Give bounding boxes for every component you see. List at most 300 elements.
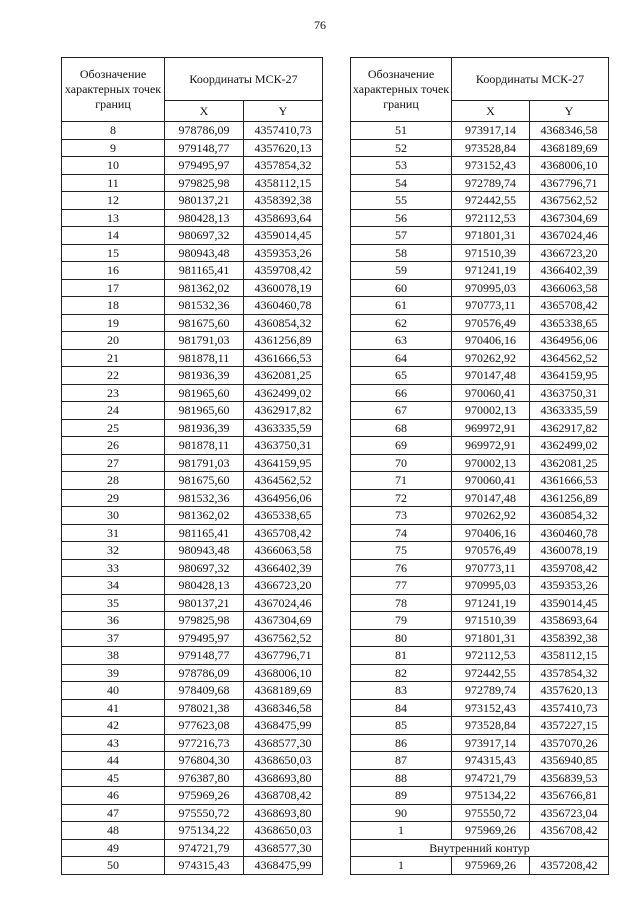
coord-x: 981965,60 [165, 384, 244, 402]
header-coordinates: Координаты МСК-27 [165, 58, 323, 101]
point-number: 25 [62, 419, 165, 437]
point-number: 65 [351, 367, 452, 385]
point-number: 51 [351, 122, 452, 140]
coord-x: 980943,48 [165, 542, 244, 560]
coord-y: 4367562,52 [244, 629, 323, 647]
point-number: 70 [351, 454, 452, 472]
table-row [351, 209, 609, 227]
coord-y: 4357620,13 [530, 682, 609, 700]
coord-x: 980697,32 [165, 559, 244, 577]
table-row [62, 227, 323, 245]
coord-x: 970262,92 [452, 507, 530, 525]
coord-y: 4368650,03 [244, 822, 323, 840]
point-number: 82 [351, 664, 452, 682]
coord-y: 4360854,32 [244, 314, 323, 332]
coord-y: 4368693,80 [244, 804, 323, 822]
point-number: 22 [62, 367, 165, 385]
table-row [62, 262, 323, 280]
point-number: 38 [62, 647, 165, 665]
coord-x: 970262,92 [452, 349, 530, 367]
coord-y: 4367024,46 [244, 594, 323, 612]
table-row [351, 752, 609, 770]
point-number: 84 [351, 699, 452, 717]
coord-x: 972442,55 [452, 192, 530, 210]
point-number: 39 [62, 664, 165, 682]
coord-x: 971510,39 [452, 244, 530, 262]
point-number: 49 [62, 839, 165, 857]
coord-x: 977623,08 [165, 717, 244, 735]
coord-x: 981791,03 [165, 332, 244, 350]
point-number: 73 [351, 507, 452, 525]
header-coordinates: Координаты МСК-27 [452, 58, 609, 101]
coord-x: 980137,21 [165, 594, 244, 612]
table-row [351, 402, 609, 420]
point-number: 14 [62, 227, 165, 245]
coord-x: 981675,60 [165, 314, 244, 332]
point-number: 43 [62, 734, 165, 752]
table-row [351, 787, 609, 805]
point-number: 15 [62, 244, 165, 262]
point-number: 57 [351, 227, 452, 245]
coord-y: 4360854,32 [530, 507, 609, 525]
coord-y: 4362917,82 [530, 419, 609, 437]
coord-x: 972442,55 [452, 664, 530, 682]
coord-x: 970002,13 [452, 454, 530, 472]
table-row [351, 139, 609, 157]
coord-x: 970002,13 [452, 402, 530, 420]
table-row [62, 682, 323, 700]
point-number: 76 [351, 559, 452, 577]
table-row [351, 437, 609, 455]
page-number: 76 [314, 18, 326, 32]
table-row [351, 349, 609, 367]
table-row [351, 647, 609, 665]
table-row [351, 227, 609, 245]
table-row [62, 332, 323, 350]
coord-x: 981878,11 [165, 437, 244, 455]
coord-y: 4361256,89 [530, 489, 609, 507]
coord-x: 981965,60 [165, 402, 244, 420]
point-number: 54 [351, 174, 452, 192]
table-row [62, 297, 323, 315]
coord-y: 4356839,53 [530, 769, 609, 787]
table-row [351, 419, 609, 437]
coord-x: 980697,32 [165, 227, 244, 245]
point-number: 9 [62, 139, 165, 157]
coord-y: 4366063,58 [530, 279, 609, 297]
point-number: 8 [62, 122, 165, 140]
point-number: 19 [62, 314, 165, 332]
coord-x: 978786,09 [165, 664, 244, 682]
coord-x: 969972,91 [452, 437, 530, 455]
point-number: 34 [62, 577, 165, 595]
coord-y: 4368006,10 [530, 157, 609, 175]
point-number: 24 [62, 402, 165, 420]
coord-y: 4363335,59 [244, 419, 323, 437]
coord-x: 981936,39 [165, 367, 244, 385]
table-row [62, 472, 323, 490]
coord-y: 4365708,42 [244, 524, 323, 542]
point-number: 68 [351, 419, 452, 437]
coord-y: 4364159,95 [244, 454, 323, 472]
point-number: 53 [351, 157, 452, 175]
coord-y: 4368346,58 [244, 699, 323, 717]
point-number: 36 [62, 612, 165, 630]
coord-y: 4358112,15 [244, 174, 323, 192]
coordinates-table-left [61, 57, 323, 875]
coord-x: 971801,31 [452, 227, 530, 245]
coord-y: 4365708,42 [530, 297, 609, 315]
table-row [351, 664, 609, 682]
table-row [351, 542, 609, 560]
point-number: 83 [351, 682, 452, 700]
coord-y: 4359014,45 [530, 594, 609, 612]
coord-x: 973917,14 [452, 734, 530, 752]
coord-y: 4358112,15 [530, 647, 609, 665]
point-number: 48 [62, 822, 165, 840]
coord-x: 975969,26 [165, 787, 244, 805]
table-row [351, 612, 609, 630]
table-row [351, 122, 609, 140]
table-row [62, 699, 323, 717]
coord-y: 4368346,58 [530, 122, 609, 140]
coord-x: 970576,49 [452, 314, 530, 332]
coord-x: 972789,74 [452, 682, 530, 700]
coord-y: 4366063,58 [244, 542, 323, 560]
coord-x: 970995,03 [452, 279, 530, 297]
point-number: 27 [62, 454, 165, 472]
table-row [62, 857, 323, 875]
table-row [62, 612, 323, 630]
coord-y: 4366402,39 [530, 262, 609, 280]
table-row [351, 629, 609, 647]
point-number: 90 [351, 804, 452, 822]
table-row [62, 279, 323, 297]
coord-x: 981362,02 [165, 507, 244, 525]
header-y: Y [530, 101, 609, 122]
coord-y: 4366723,20 [530, 244, 609, 262]
point-number: 1 [351, 822, 452, 840]
coord-x: 970995,03 [452, 577, 530, 595]
table-row [351, 244, 609, 262]
point-number: 44 [62, 752, 165, 770]
coord-x: 981675,60 [165, 472, 244, 490]
table-row [62, 507, 323, 525]
coord-x: 981532,36 [165, 489, 244, 507]
coord-x: 981165,41 [165, 524, 244, 542]
coord-y: 4367796,71 [244, 647, 323, 665]
coord-x: 981362,02 [165, 279, 244, 297]
coord-y: 4359353,26 [530, 577, 609, 595]
table-row [351, 734, 609, 752]
coord-y: 4363750,31 [530, 384, 609, 402]
header-designation: Обозначение характерных точек границ [62, 58, 165, 122]
table-row [351, 804, 609, 822]
coord-y: 4359014,45 [244, 227, 323, 245]
table-row [351, 454, 609, 472]
coord-y: 4359353,26 [244, 244, 323, 262]
table-row [351, 524, 609, 542]
coord-y: 4366402,39 [244, 559, 323, 577]
point-number: 63 [351, 332, 452, 350]
point-number: 88 [351, 769, 452, 787]
coord-x: 974315,43 [452, 752, 530, 770]
point-number: 56 [351, 209, 452, 227]
table-row [351, 822, 609, 840]
point-number: 62 [351, 314, 452, 332]
coord-x: 970576,49 [452, 542, 530, 560]
coord-y: 4360078,19 [244, 279, 323, 297]
table-row [62, 629, 323, 647]
coord-y: 4368475,99 [244, 717, 323, 735]
coord-x: 969972,91 [452, 419, 530, 437]
coord-y: 4368006,10 [244, 664, 323, 682]
coord-y: 4362499,02 [530, 437, 609, 455]
point-number: 85 [351, 717, 452, 735]
table-row [351, 174, 609, 192]
point-number: 64 [351, 349, 452, 367]
point-number: 50 [62, 857, 165, 875]
coordinates-table-right [350, 57, 609, 875]
coord-x: 980137,21 [165, 192, 244, 210]
header-x: X [165, 101, 244, 122]
point-number: 26 [62, 437, 165, 455]
point-number: 66 [351, 384, 452, 402]
table-row [62, 314, 323, 332]
coord-x: 972789,74 [452, 174, 530, 192]
coord-x: 970060,41 [452, 384, 530, 402]
table-row [62, 367, 323, 385]
coord-y: 4361256,89 [244, 332, 323, 350]
point-number: 61 [351, 297, 452, 315]
coord-x: 975550,72 [165, 804, 244, 822]
coord-x: 970060,41 [452, 472, 530, 490]
point-number: 80 [351, 629, 452, 647]
coord-y: 4367304,69 [530, 209, 609, 227]
point-number: 40 [62, 682, 165, 700]
coord-y: 4358693,64 [530, 612, 609, 630]
coord-y: 4362917,82 [244, 402, 323, 420]
table-row [351, 769, 609, 787]
point-number: 60 [351, 279, 452, 297]
coord-x: 981532,36 [165, 297, 244, 315]
coord-x: 978409,68 [165, 682, 244, 700]
point-number: 21 [62, 349, 165, 367]
coord-y: 4361666,53 [244, 349, 323, 367]
point-number: 13 [62, 209, 165, 227]
coord-y: 4367304,69 [244, 612, 323, 630]
table-row [62, 717, 323, 735]
point-number: 45 [62, 769, 165, 787]
table-row [351, 332, 609, 350]
coord-x: 981791,03 [165, 454, 244, 472]
coord-x: 980943,48 [165, 244, 244, 262]
coord-x: 980428,13 [165, 209, 244, 227]
point-number: 47 [62, 804, 165, 822]
coord-x: 981936,39 [165, 419, 244, 437]
coord-x: 974315,43 [165, 857, 244, 875]
point-number: 87 [351, 752, 452, 770]
coord-y: 4360460,78 [244, 297, 323, 315]
point-number: 42 [62, 717, 165, 735]
point-number: 55 [351, 192, 452, 210]
table-row [62, 839, 323, 857]
point-number: 17 [62, 279, 165, 297]
coord-x: 970773,11 [452, 297, 530, 315]
table-row [62, 209, 323, 227]
coord-y: 4357620,13 [244, 139, 323, 157]
table-row [62, 489, 323, 507]
coord-y: 4368577,30 [244, 734, 323, 752]
coord-x: 971510,39 [452, 612, 530, 630]
coord-x: 978021,38 [165, 699, 244, 717]
coord-x: 974721,79 [452, 769, 530, 787]
coord-x: 970147,48 [452, 367, 530, 385]
coord-y: 4367796,71 [530, 174, 609, 192]
point-number: 29 [62, 489, 165, 507]
table-row [351, 594, 609, 612]
table-row [62, 822, 323, 840]
coord-x: 972112,53 [452, 209, 530, 227]
coord-x: 971241,19 [452, 262, 530, 280]
coord-x: 981165,41 [165, 262, 244, 280]
coord-y: 4357410,73 [530, 699, 609, 717]
table-row [62, 647, 323, 665]
coord-x: 975134,22 [452, 787, 530, 805]
coord-x: 975134,22 [165, 822, 244, 840]
coord-x: 971801,31 [452, 629, 530, 647]
point-number: 33 [62, 559, 165, 577]
coord-x: 973917,14 [452, 122, 530, 140]
table-row [351, 367, 609, 385]
table-row [351, 507, 609, 525]
coord-x: 975550,72 [452, 804, 530, 822]
point-number: 28 [62, 472, 165, 490]
coord-x: 980428,13 [165, 577, 244, 595]
header-y: Y [244, 101, 323, 122]
coord-x: 978786,09 [165, 122, 244, 140]
table-row [351, 699, 609, 717]
table-row [62, 122, 323, 140]
coord-y: 4357208,42 [530, 857, 609, 875]
coord-x: 970406,16 [452, 332, 530, 350]
table-row [62, 734, 323, 752]
coord-x: 972112,53 [452, 647, 530, 665]
table-row [62, 524, 323, 542]
point-number: 59 [351, 262, 452, 280]
coord-y: 4368475,99 [244, 857, 323, 875]
table-row [62, 594, 323, 612]
coord-y: 4368189,69 [530, 139, 609, 157]
point-number: 31 [62, 524, 165, 542]
header-designation: Обозначение характерных точек границ [351, 58, 452, 122]
table-row [351, 262, 609, 280]
coord-y: 4368708,42 [244, 787, 323, 805]
point-number: 35 [62, 594, 165, 612]
point-number: 18 [62, 297, 165, 315]
table-row [62, 437, 323, 455]
point-number: 41 [62, 699, 165, 717]
table-row [62, 559, 323, 577]
coord-y: 4365338,65 [244, 507, 323, 525]
coord-y: 4356940,85 [530, 752, 609, 770]
coord-y: 4364956,06 [530, 332, 609, 350]
table-row [351, 297, 609, 315]
coord-y: 4368693,80 [244, 769, 323, 787]
coord-y: 4364956,06 [244, 489, 323, 507]
table-row [62, 752, 323, 770]
table-row [351, 489, 609, 507]
coord-y: 4368650,03 [244, 752, 323, 770]
coord-y: 4367562,52 [530, 192, 609, 210]
coord-y: 4368189,69 [244, 682, 323, 700]
point-number: 1 [351, 857, 452, 875]
coord-y: 4357070,26 [530, 734, 609, 752]
coord-y: 4356708,42 [530, 822, 609, 840]
coord-y: 4364562,52 [530, 349, 609, 367]
table-row [62, 402, 323, 420]
table-row [62, 454, 323, 472]
coord-x: 977216,73 [165, 734, 244, 752]
table-row [351, 682, 609, 700]
coord-x: 973152,43 [452, 699, 530, 717]
point-number: 74 [351, 524, 452, 542]
point-number: 20 [62, 332, 165, 350]
point-number: 30 [62, 507, 165, 525]
table-row [62, 804, 323, 822]
table-row [351, 857, 609, 875]
point-number: 16 [62, 262, 165, 280]
coord-x: 975969,26 [452, 857, 530, 875]
coord-y: 4359708,42 [244, 262, 323, 280]
coord-x: 979825,98 [165, 174, 244, 192]
coord-y: 4362499,02 [244, 384, 323, 402]
coord-y: 4356766,81 [530, 787, 609, 805]
point-number: 10 [62, 157, 165, 175]
coord-y: 4357854,32 [244, 157, 323, 175]
table-row [351, 384, 609, 402]
table-row [62, 139, 323, 157]
table-row [62, 192, 323, 210]
point-number: 69 [351, 437, 452, 455]
point-number: 79 [351, 612, 452, 630]
table-row [62, 577, 323, 595]
point-number: 75 [351, 542, 452, 560]
header-x: X [452, 101, 530, 122]
coord-y: 4367024,46 [530, 227, 609, 245]
coord-y: 4358392,38 [530, 629, 609, 647]
coord-x: 979148,77 [165, 647, 244, 665]
table-row [351, 157, 609, 175]
point-number: 67 [351, 402, 452, 420]
point-number: 11 [62, 174, 165, 192]
table-row [62, 419, 323, 437]
coord-y: 4364159,95 [530, 367, 609, 385]
table-row [351, 717, 609, 735]
coord-x: 971241,19 [452, 594, 530, 612]
table-row [62, 384, 323, 402]
table-row [62, 787, 323, 805]
coord-y: 4359708,42 [530, 559, 609, 577]
coord-x: 979825,98 [165, 612, 244, 630]
coord-x: 970773,11 [452, 559, 530, 577]
table-row [62, 542, 323, 560]
coord-y: 4363750,31 [244, 437, 323, 455]
table-row [62, 244, 323, 262]
coord-x: 979148,77 [165, 139, 244, 157]
table-row [351, 279, 609, 297]
point-number: 23 [62, 384, 165, 402]
